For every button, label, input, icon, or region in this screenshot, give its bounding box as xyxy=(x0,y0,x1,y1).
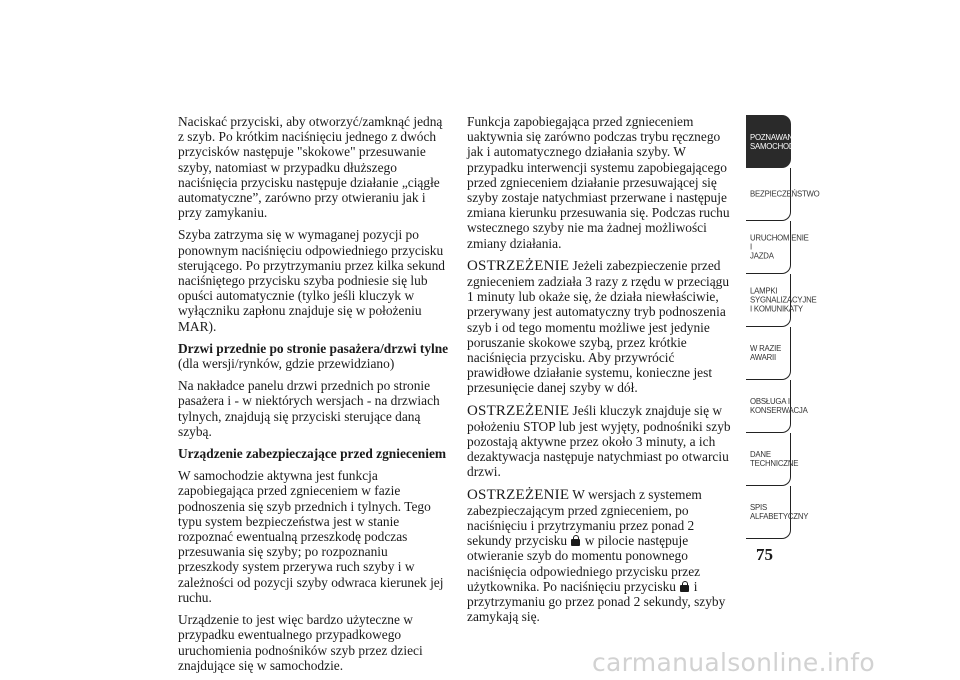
warning-block xyxy=(467,487,737,625)
watermark: carmanualsonline.info xyxy=(592,648,875,677)
tab-poznawanie-samochodu[interactable] xyxy=(746,115,800,168)
warning-label: OSTRZEŻENIE xyxy=(467,402,570,419)
section-heading: Drzwi przednie po stronie pasażera/drzwi tylne xyxy=(178,340,449,356)
heading-note: (dla wersji/rynków, gdzie przewidziano) xyxy=(178,356,395,372)
warning-block xyxy=(467,403,737,480)
warning-text: w pilocie następuje otwieranie szyb do momentu ponownego naciśnięcia odpowiedniego przycisku przez użytkownika. Po naciśnięciu przycisku xyxy=(467,533,701,594)
lock-icon xyxy=(571,535,580,546)
paragraph: Urządzenie to jest więc bardzo użyteczne w przypadku ewentualnego przypadkowego uruchomienia podnośników szyb przez dzieci znajdujące się w samochodzie. xyxy=(178,612,423,673)
tab-lampki-sygnalizacyjne[interactable] xyxy=(746,274,817,327)
tab-label: POZNAWANIE SAMOCHODU xyxy=(750,132,800,151)
tab-uruchomienie-i-jazda[interactable] xyxy=(746,221,809,274)
tab-label: SPIS ALFABETYCZNY xyxy=(750,503,809,521)
paragraph: Na nakładce panelu drzwi przednich po stronie pasażera i - w niektórych wersjach - na drzwiach tylnych, znajdują się przyciski sterujące daną szybą. xyxy=(178,378,440,439)
tab-spis-alfabetyczny[interactable] xyxy=(746,486,809,539)
tab-label: W RAZIE AWARII xyxy=(750,344,782,362)
tab-label: OBSŁUGA I KONSERWACJA xyxy=(750,397,808,415)
warning-text: W wersjach z systemem zabezpieczającym przed zgnieceniem, po naciśnięciu i przytrzymaniu przez ponad 2 sekundy przycisku xyxy=(467,486,702,549)
paragraph: W samochodzie aktywna jest funkcja zapobiegająca przed zgnieceniem w fazie podnoszenia się szyb przednich i tylnych. Tego typu system bezpieczeństwa jest w stanie rozpoznać ewentualną przeszkodę podczas przesuwania się szyby; po rozpoznaniu przeszkody system przerywa ruch szyby i w zależności od pozycji szyby odwraca kierunek jej ruchu. xyxy=(178,468,444,605)
left-column xyxy=(178,114,450,680)
lock-icon xyxy=(680,581,689,592)
warning-text: i przytrzymaniu go przez ponad 2 sekundy, szyby zamykają się. xyxy=(467,578,726,625)
paragraph: Funkcja zapobiegająca przed zgnieceniem uaktywnia się zarówno podczas trybu ręcznego jak i automatycznego działania szyby. W przypadku interwencji systemu zapobiegającego przed zgnieceniem działanie przesuwającej się szyby zostaje natychmiast przerwane i następuje zmiana kierunku przesuwania się. Podczas ruchu wstecznego szyby nie ma żadnej możliwości zmiany działania. xyxy=(467,114,730,251)
tab-dane-techniczne[interactable] xyxy=(746,433,799,486)
tab-label: LAMPKI SYGNALIZACYJNE I KOMUNIKATY xyxy=(750,286,817,314)
right-column xyxy=(467,114,737,632)
page-number: 75 xyxy=(756,545,773,564)
section-heading: Urządzenie zabezpieczające przed zgnieceniem xyxy=(178,446,447,462)
tab-w-razie-awarii[interactable] xyxy=(746,327,791,380)
tab-label: DANE TECHNICZNE xyxy=(750,450,799,468)
paragraph: Szyba zatrzyma się w wymaganej pozycji po ponownym naciśnięciu odpowiedniego przycisku sterującego. Po przytrzymaniu przez kilka sekund naciśniętego przycisku szyba podniesie się lub opuści automatycznie (tylko jeśli kluczyk w wyłączniku zapłonu znajduje się w położeniu MAR). xyxy=(178,227,445,334)
warning-block xyxy=(467,258,737,396)
warning-label: OSTRZEŻENIE xyxy=(467,257,570,274)
warning-text: Jeśli kluczyk znajduje się w położeniu STOP lub jest wyjęty, podnośniki szyb pozostają aktywne przez około 3 minuty, a ich dezaktywacja następuje natychmiast po otwarciu drzwi. xyxy=(467,402,731,480)
tab-bezpieczenstwo[interactable] xyxy=(746,168,820,221)
chapter-tabs xyxy=(746,115,820,539)
tab-label: BEZPIECZEŃSTWO xyxy=(750,189,820,199)
tab-label: URUCHOMIENIE I JAZDA xyxy=(750,233,809,261)
warning-label: OSTRZEŻENIE xyxy=(467,486,570,503)
warning-text: Jeżeli zabezpieczenie przed zgnieceniem zadziała 3 razy z rzędu w przeciągu 1 minuty lub okaże się, że działa niewłaściwie, przerywany jest automatyczny tryb podnoszenia szyb i od tego momentu możliwe jest jedynie poruszanie skokowe szybą, przez krótkie naciśnięcia przycisku. Aby przywrócić prawidłowe działanie systemu, konieczne jest przesunięcie danej szyby w dół. xyxy=(467,257,730,396)
paragraph: Naciskać przyciski, aby otworzyć/zamknąć jedną z szyb. Po krótkim naciśnięciu jednego z dwóch przycisków następuje "skokowe" przesuwanie szyby, natomiast w przypadku dłuższego naciśnięcia przycisku następuje działanie „ciągłe automatyczne”, zarówno przy otwieraniu jak i przy zamykaniu. xyxy=(178,114,443,221)
tab-obsluga-i-konserwacja[interactable] xyxy=(746,380,808,433)
